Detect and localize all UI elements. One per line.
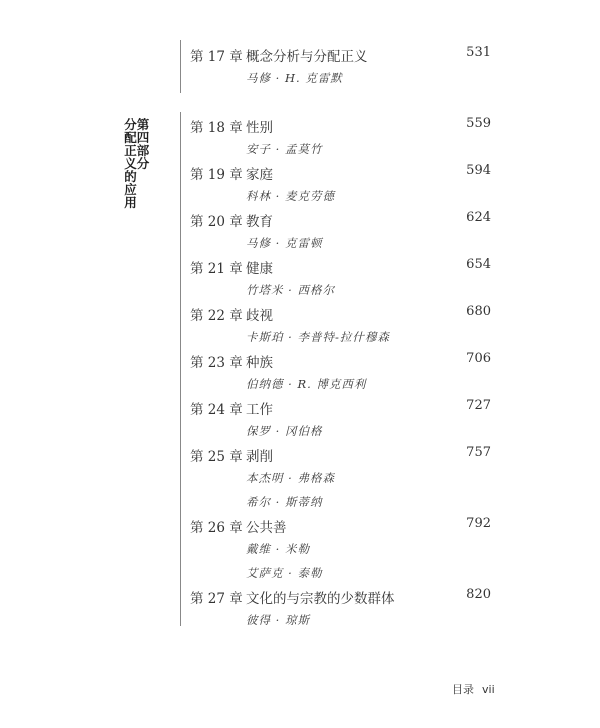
toc-entry-chapter-20[interactable] [190, 210, 495, 230]
toc-entry-chapter-27[interactable] [190, 587, 495, 607]
chapter-page: 680 [466, 304, 491, 319]
chapter-author: 马修 · 克雷顿 [246, 236, 323, 250]
chapter-author: 保罗 · 冈伯格 [246, 424, 323, 438]
chapter-page: 820 [466, 587, 491, 602]
toc-entry-chapter-18[interactable] [190, 116, 495, 136]
chapter-title: 教育 [246, 214, 273, 230]
toc-entry-chapter-22[interactable] [190, 304, 495, 324]
chapter-title: 家庭 [246, 167, 273, 183]
toc-entry-chapter-19[interactable] [190, 163, 495, 183]
chapter-author: 彼得 · 琼斯 [246, 613, 310, 627]
chapter-number: 第 23 章 [190, 355, 243, 371]
toc-entry-chapter-26[interactable] [190, 516, 495, 536]
chapter-page: 559 [466, 116, 491, 131]
chapter-number: 第 20 章 [190, 214, 243, 230]
part-title: 分配正义的应用 [122, 118, 138, 209]
chapter-author: 卡斯珀 · 李普特-拉什穆森 [246, 330, 390, 344]
toc-entry-chapter-25[interactable] [190, 445, 495, 465]
chapter-number: 第 17 章 [190, 49, 243, 65]
vertical-rule-top [180, 40, 181, 93]
chapter-number: 第 18 章 [190, 120, 243, 136]
chapter-page: 727 [466, 398, 491, 413]
chapter-author: 艾萨克 · 泰勒 [246, 566, 323, 580]
vertical-rule-main [180, 112, 181, 626]
toc-entry-chapter-23[interactable] [190, 351, 495, 371]
toc-entry-chapter-17[interactable] [190, 45, 495, 65]
chapter-number: 第 25 章 [190, 449, 243, 465]
chapter-page: 594 [466, 163, 491, 178]
chapter-number: 第 22 章 [190, 308, 243, 324]
chapter-title: 剥削 [246, 449, 273, 465]
chapter-author: 马修 · H. 克雷默 [246, 71, 343, 85]
chapter-page: 531 [466, 45, 491, 60]
chapter-title: 工作 [246, 402, 273, 418]
chapter-page: 792 [466, 516, 491, 531]
chapter-title: 文化的与宗教的少数群体 [246, 591, 395, 607]
chapter-page: 624 [466, 210, 491, 225]
page-footer [452, 681, 495, 697]
chapter-author: 希尔 · 斯蒂纳 [246, 495, 323, 509]
chapter-author: 戴维 · 米勒 [246, 542, 310, 556]
chapter-number: 第 24 章 [190, 402, 243, 418]
chapter-author: 本杰明 · 弗格森 [246, 471, 335, 485]
footer-page-number: vii [482, 683, 495, 696]
toc-entry-chapter-21[interactable] [190, 257, 495, 277]
toc-entry-chapter-24[interactable] [190, 398, 495, 418]
chapter-title: 性别 [246, 120, 273, 136]
part-label [123, 118, 148, 209]
chapter-number: 第 26 章 [190, 520, 243, 536]
chapter-title: 公共善 [246, 520, 287, 536]
chapter-number: 第 27 章 [190, 591, 243, 607]
chapter-title: 种族 [246, 355, 273, 371]
chapter-title: 歧视 [246, 308, 273, 324]
footer-label: 目录 [452, 683, 474, 696]
chapter-author: 伯纳德 · R. 博克西利 [246, 377, 367, 391]
chapter-title: 健康 [246, 261, 273, 277]
chapter-number: 第 21 章 [190, 261, 243, 277]
chapter-author: 竹塔米 · 西格尔 [246, 283, 335, 297]
chapter-author: 科林 · 麦克劳德 [246, 189, 335, 203]
part-number: 第四部分 [135, 118, 150, 170]
chapter-page: 654 [466, 257, 491, 272]
chapter-page: 757 [466, 445, 491, 460]
chapter-author: 安子 · 孟莫竹 [246, 142, 323, 156]
chapter-page: 706 [466, 351, 491, 366]
chapter-number: 第 19 章 [190, 167, 243, 183]
chapter-title: 概念分析与分配正义 [246, 49, 368, 65]
